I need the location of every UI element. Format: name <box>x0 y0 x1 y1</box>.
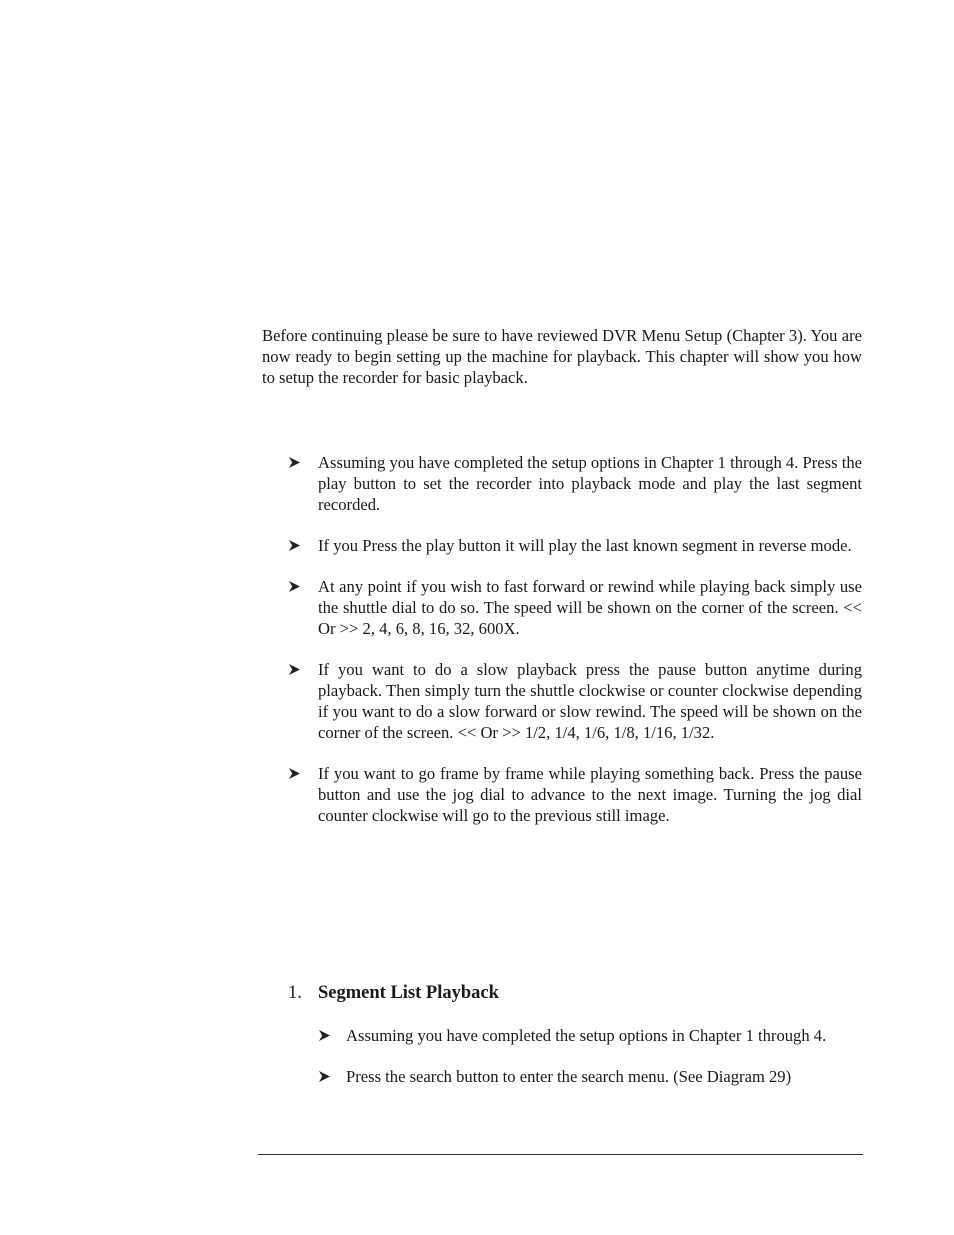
list-item <box>288 535 862 556</box>
bullet-text: Assuming you have completed the setup options in Chapter 1 through 4. Press the play button to set the recorder into playback mode and play the last segment recorded. <box>318 453 862 514</box>
section-title: Segment List Playback <box>318 983 499 1003</box>
bullet-text: At any point if you wish to fast forward or rewind while playing back simply use the shuttle dial to do so. The speed will be shown on the corner of the screen. << Or >> 2, 4, 6, 8, 16, 32, 600X. <box>318 577 862 638</box>
section-number: 1. <box>288 983 302 1003</box>
segment-list-bullet-list <box>318 1025 862 1107</box>
bullet-text: Assuming you have completed the setup options in Chapter 1 through 4. <box>346 1026 827 1045</box>
list-item <box>288 576 862 639</box>
arrowhead-bullet-icon <box>318 1066 334 1087</box>
list-item <box>288 452 862 515</box>
arrowhead-bullet-icon <box>288 659 304 680</box>
list-item <box>288 763 862 826</box>
bullet-text: If you Press the play button it will play the last known segment in reverse mode. <box>318 536 852 555</box>
arrowhead-bullet-icon <box>318 1025 334 1046</box>
arrowhead-bullet-icon <box>288 576 304 597</box>
intro-paragraph: Before continuing please be sure to have reviewed DVR Menu Setup (Chapter 3). You are now ready to begin setting up the machine for playback. This chapter will show you how to setup the recorder for basic playback. <box>262 326 862 387</box>
list-item <box>318 1066 862 1087</box>
bullet-text: Press the search button to enter the search menu. (See Diagram 29) <box>346 1067 792 1086</box>
arrowhead-bullet-icon <box>288 763 304 784</box>
bullet-text: If you want to do a slow playback press the pause button anytime during playback. Then simply turn the shuttle clockwise or counter clockwise depending if you want to do a slow forward or slow rewind. The speed will be shown on the corner of the screen. << Or >> 1/2, 1/4, 1/6, 1/8, 1/16, 1/32. <box>318 660 862 742</box>
arrowhead-bullet-icon <box>288 452 304 473</box>
arrowhead-bullet-icon <box>288 535 304 556</box>
playback-bullet-list <box>288 452 862 846</box>
bullet-text: If you want to go frame by frame while playing something back. Press the pause button and use the jog dial to advance to the next image. Turning the jog dial counter clockwise will go to the previous still image. <box>318 764 862 825</box>
list-item <box>318 1025 862 1046</box>
footer-divider <box>258 1154 863 1155</box>
list-item <box>288 659 862 743</box>
